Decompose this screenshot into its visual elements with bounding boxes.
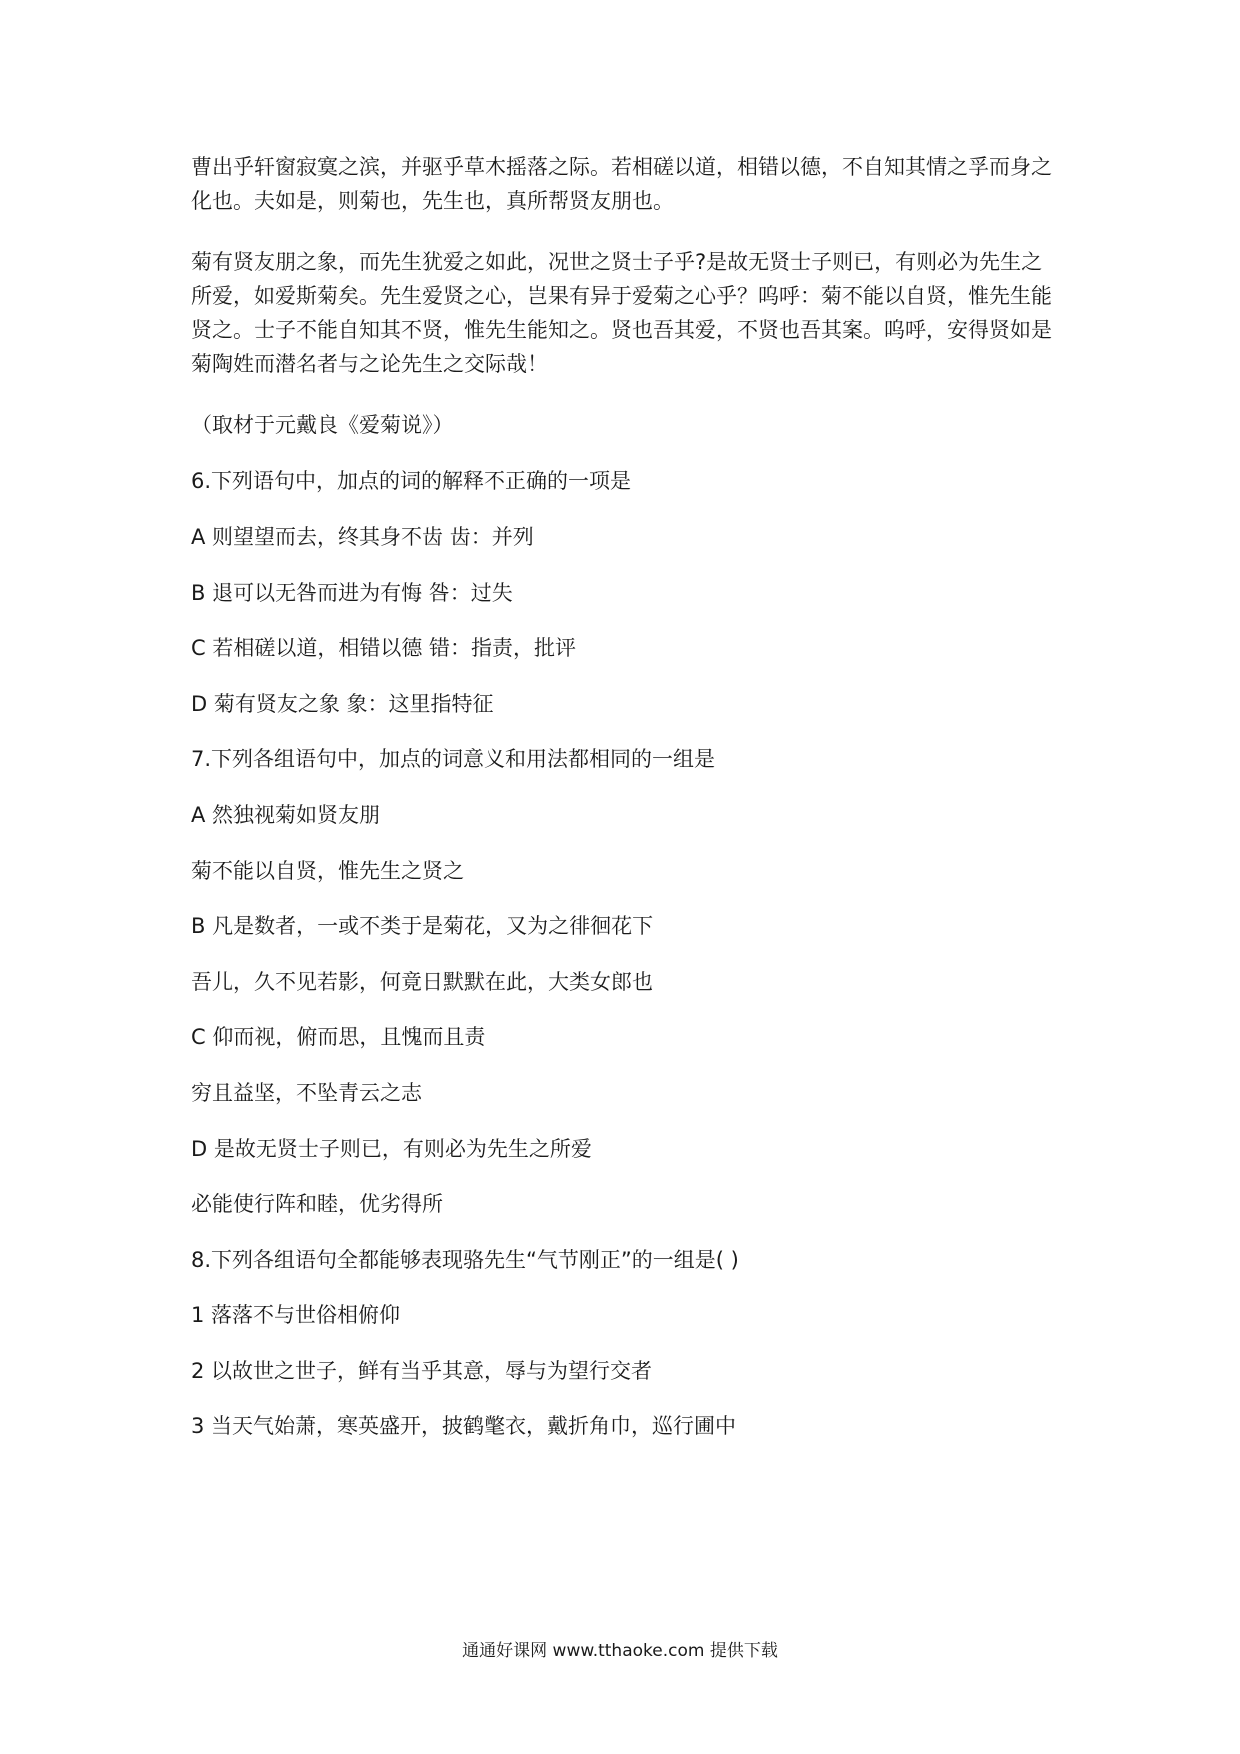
question-8-item-1: 1 落落不与世俗相俯仰 [191,1303,401,1327]
question-6-option-a: A 则望望而去，终其身不齿 齿：并列 [191,525,534,549]
question-7-option-a-line-2: 菊不能以自贤，惟先生之贤之 [191,859,464,883]
question-8-stem: 8.下列各组语句全都能够表现骆先生“气节刚正”的一组是( ) [191,1248,739,1272]
passage-source: （取材于元戴良《爱菊说》） [191,413,454,437]
question-7-option-a-line-1: A 然独视菊如贤友朋 [191,803,381,827]
question-6-option-c: C 若相磋以道，相错以德 错：指责，批评 [191,636,577,660]
question-8-item-2: 2 以故世之世子，鲜有当乎其意，辱与为望行交者 [191,1359,653,1383]
question-8-item-3: 3 当天气始萧，寒英盛开，披鹤氅衣，戴折角巾，巡行圃中 [191,1414,737,1438]
passage-paragraph-1: 曹出乎轩窗寂寞之滨，并驱乎草木摇落之际。若相磋以道，相错以德，不自知其情之孚而身之化也。夫如是，则菊也，先生也，真所帮贤友朋也。 [191,155,1052,213]
question-7-option-d-line-2: 必能使行阵和睦，优劣得所 [191,1192,443,1216]
question-7-stem: 7.下列各组语句中，加点的词意义和用法都相同的一组是 [191,747,716,771]
passage-paragraph-2: 菊有贤友朋之象，而先生犹爱之如此，况世之贤士子乎?是故无贤士子则已，有则必为先生之所爱，如爱斯菊矣。先生爱贤之心，岂果有异于爱菊之心乎？呜呼：菊不能以自贤，惟先生能贤之。士子不能自知其不贤，惟先生能知之。贤也吾其爱，不贤也吾其案。呜呼，安得贤如是菊陶姓而潜名者与之论先生之交际哉！ [191,250,1052,376]
question-7-option-b-line-1: B 凡是数者，一或不类于是菊花，又为之徘徊花下 [191,914,654,938]
question-7-option-c-line-2: 穷且益坚，不坠青云之志 [191,1081,422,1105]
question-6-stem: 6.下列语句中，加点的词的解释不正确的一项是 [191,469,632,493]
question-6-option-d: D 菊有贤友之象 象：这里指特征 [191,692,494,716]
question-6-option-b: B 退可以无咎而进为有悔 咎：过失 [191,581,513,605]
question-7-option-d-line-1: D 是故无贤士子则已，有则必为先生之所爱 [191,1137,592,1161]
question-7-option-b-line-2: 吾儿，久不见若影，何竟日默默在此，大类女郎也 [191,970,653,994]
page-footer: 通通好课网 www.tthaoke.com 提供下载 [462,1641,778,1661]
question-7-option-c-line-1: C 仰而视，俯而思，且愧而且责 [191,1025,486,1049]
